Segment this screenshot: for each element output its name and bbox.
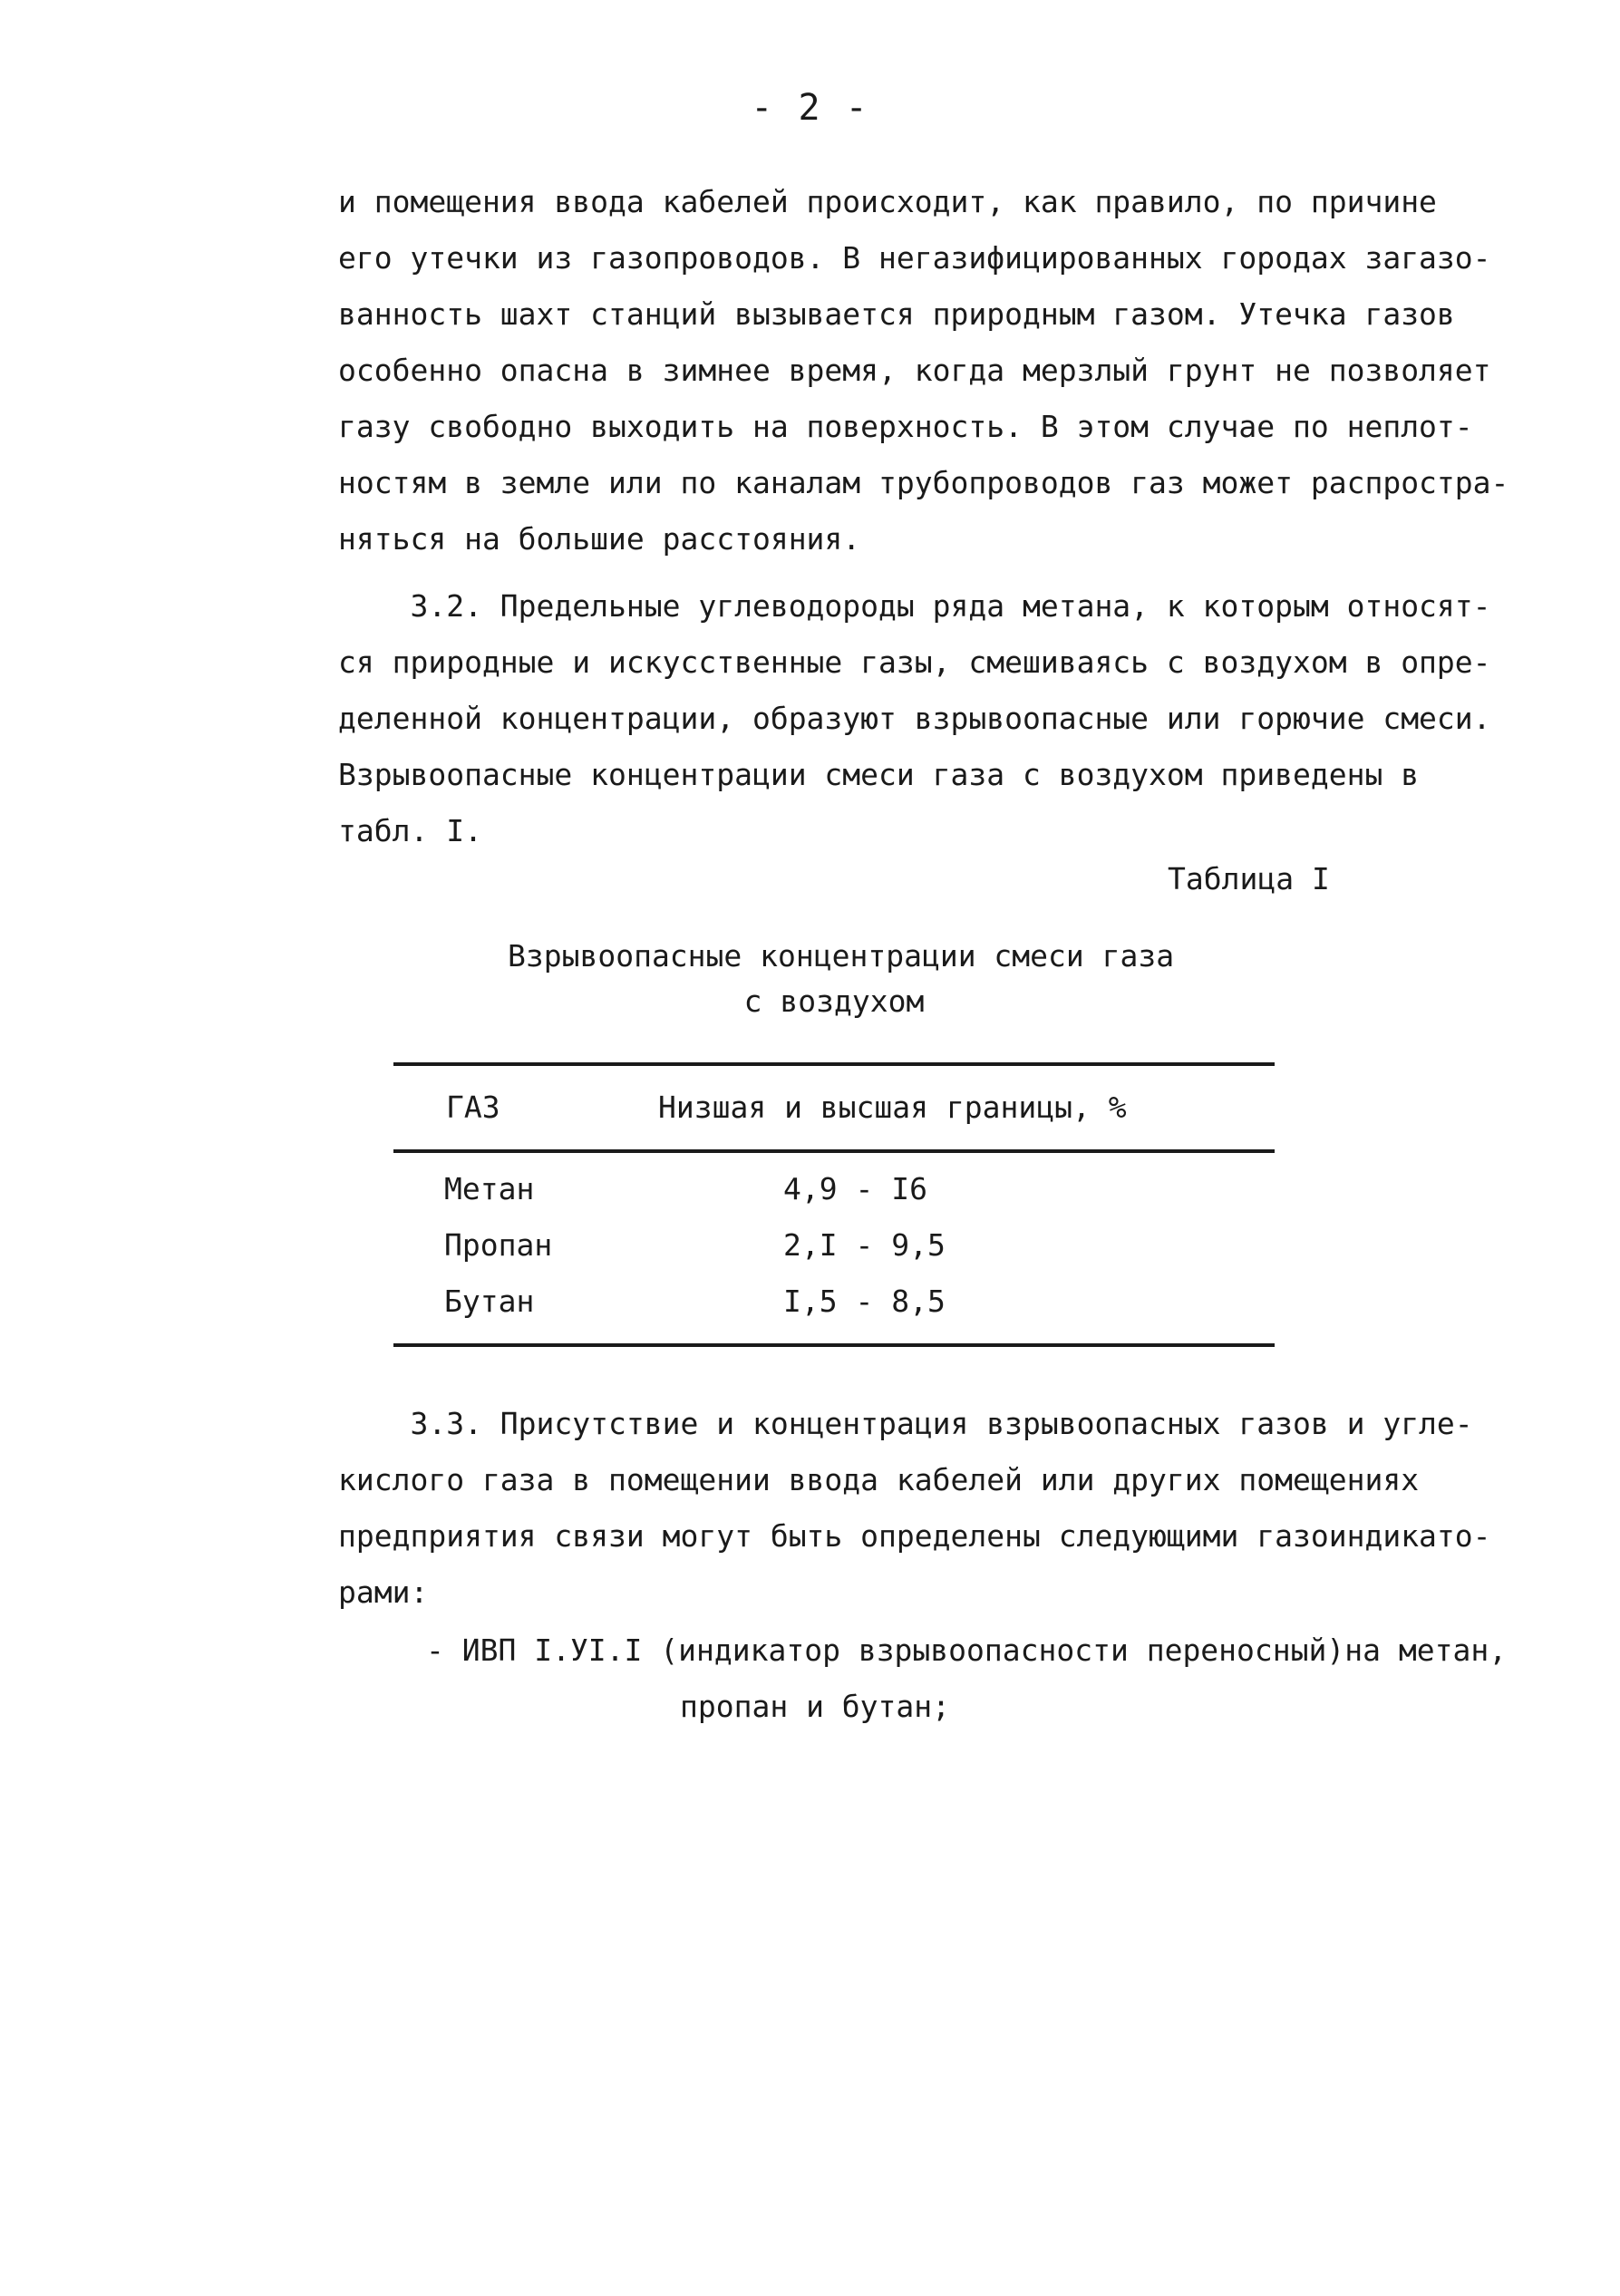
table-title-line: Взрывоопасные концентрации смеси газа (508, 938, 1175, 974)
paragraph-3-3 (338, 1396, 1491, 1621)
list-item-ivp (426, 1623, 1508, 1735)
cell-gas: Метан (444, 1171, 535, 1206)
text-line: Взрывоопасные концентрации смеси газа с воздухом приведены в (338, 757, 1420, 792)
text-line: табл. I. (338, 813, 482, 848)
text-line: ванность шахт станций вызывается природным газом. Утечка газов (338, 296, 1455, 332)
table-row (393, 1162, 1275, 1218)
text-line: газу свободно выходить на поверхность. В этом случае по неплот- (338, 409, 1473, 444)
text-line: 3.3. Присутствие и концентрация взрывоопасных газов и угле- (338, 1406, 1473, 1441)
cell-range: 4,9 - I6 (783, 1171, 927, 1206)
text-line: 3.2. Предельные углеводороды ряда метана, к которым относят- (338, 588, 1491, 624)
table-bottom-rule (393, 1343, 1275, 1347)
list-item-line: - ИВП I.УI.I (индикатор взрывоопасности переносный)на метан, (426, 1632, 1508, 1668)
gas-concentration-table (393, 1062, 1275, 1347)
paragraph-3-2 (338, 578, 1491, 859)
table-title (508, 934, 1175, 1024)
cell-gas: Бутан (444, 1284, 535, 1319)
text-line: ностям в земле или по каналам трубопроводов газ может распростра- (338, 465, 1509, 500)
page-number: - 2 - (751, 87, 869, 129)
table-row (393, 1218, 1275, 1274)
text-line: ся природные и искусственные газы, смешиваясь с воздухом в опре- (338, 644, 1491, 680)
header-gas: ГАЗ (446, 1090, 500, 1125)
text-line: и помещения ввода кабелей происходит, как правило, по причине (338, 184, 1437, 219)
cell-range: 2,I - 9,5 (783, 1227, 946, 1263)
table-row (393, 1274, 1275, 1331)
table-caption: Таблица I (1168, 861, 1330, 896)
text-line: рами: (338, 1574, 429, 1610)
text-line: деленной концентрации, образуют взрывоопасные или горючие смеси. (338, 701, 1491, 736)
table-body (393, 1153, 1275, 1343)
table-title-line: с воздухом (743, 983, 925, 1019)
text-line: его утечки из газопроводов. В негазифицированных городах загазо- (338, 240, 1491, 276)
text-line: особенно опасна в зимнее время, когда мерзлый грунт не позволяет (338, 353, 1491, 388)
list-item-line: пропан и бутан; (680, 1689, 951, 1724)
table-header-row (393, 1066, 1275, 1149)
text-line: предприятия связи могут быть определены следующими газоиндикато- (338, 1518, 1491, 1554)
cell-gas: Пропан (444, 1227, 553, 1263)
paragraph-gas-leak (338, 174, 1509, 567)
text-line: няться на большие расстояния. (338, 521, 861, 557)
cell-range: I,5 - 8,5 (783, 1284, 946, 1319)
text-line: кислого газа в помещении ввода кабелей или других помещениях (338, 1462, 1420, 1497)
header-range: Низшая и высшая границы, % (658, 1090, 1127, 1125)
